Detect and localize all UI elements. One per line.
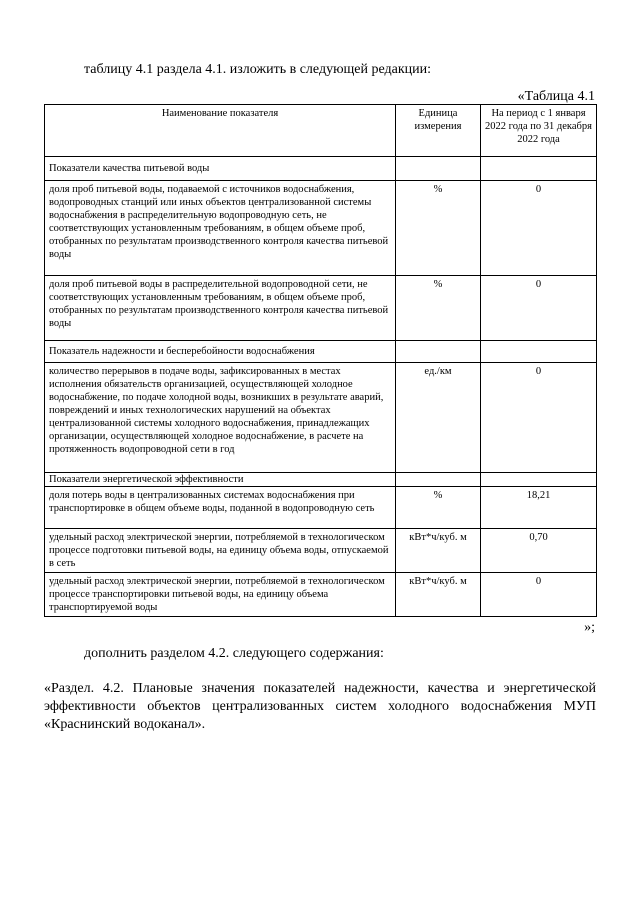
indicator-value: 0	[481, 276, 597, 341]
intro-text: таблицу 4.1 раздела 4.1. изложить в следующей редакции:	[84, 62, 432, 77]
indicator-value: 0	[481, 181, 597, 276]
table-caption: «Таблица 4.1	[517, 89, 595, 104]
header-unit: Единица измерения	[396, 105, 481, 157]
section-label: Показатели энергетической эффективности	[45, 473, 396, 487]
indicator-unit: %	[396, 276, 481, 341]
indicator-unit: %	[396, 181, 481, 276]
table-row	[45, 363, 597, 473]
table-row	[45, 276, 597, 341]
table-row	[45, 487, 597, 529]
indicators-table	[44, 104, 597, 617]
indicator-name: доля проб питьевой воды, подаваемой с источников водоснабжения, водопроводных станций или иных объектов централизованной системы водоснабжения в распределительную водопроводную сеть, не соответствующих установленным требованиям, в общем объеме проб, отобранных по результатам производственного контроля качества питьевой воды	[45, 181, 396, 276]
indicator-value: 0	[481, 573, 597, 617]
indicator-value: 0,70	[481, 529, 597, 573]
paragraph-amendment: дополнить разделом 4.2. следующего содержания:	[84, 646, 384, 661]
indicator-name: удельный расход электрической энергии, потребляемой в технологическом процессе подготовки питьевой воды, на единицу объема воды, отпускаемой в сеть	[45, 529, 396, 573]
header-period: На период с 1 января 2022 года по 31 декабря 2022 года	[481, 105, 597, 157]
table-row	[45, 573, 597, 617]
table-row	[45, 473, 597, 487]
indicator-value: 18,21	[481, 487, 597, 529]
header-name: Наименование показателя	[45, 105, 396, 157]
indicator-unit: ед./км	[396, 363, 481, 473]
indicator-unit: %	[396, 487, 481, 529]
paragraph-section-title: «Раздел. 4.2. Плановые значения показателей надежности, качества и энергетической эффективности объектов централизованных систем холодного водоснабжения МУП «Краснинский водоканал».	[44, 681, 596, 732]
table-row	[45, 341, 597, 363]
section-label: Показатель надежности и бесперебойности водоснабжения	[45, 341, 396, 363]
table-row	[45, 181, 597, 276]
indicator-name: количество перерывов в подаче воды, зафиксированных в местах исполнения обязательств организацией, осуществляющей холодное водоснабжение, по подаче холодной воды, возникших в результате аварий, повреждений и иных технологических нарушений на объектах централизованной системы холодного водоснабжения, принадлежащих организации, осуществляющей холодное водоснабжение, в расчете на протяженность водопроводной сети в год	[45, 363, 396, 473]
indicator-unit: кВт*ч/куб. м	[396, 573, 481, 617]
table-row	[45, 529, 597, 573]
table-header-row	[45, 105, 597, 157]
table-row	[45, 157, 597, 181]
indicator-name: доля потерь воды в централизованных системах водоснабжения при транспортировке в общем объеме воды, поданной в водопроводную сеть	[45, 487, 396, 529]
indicator-name: доля проб питьевой воды в распределительной водопроводной сети, не соответствующих установленным требованиям, в общем объеме проб, отобранных по результатам производственного контроля качества питьевой воды	[45, 276, 396, 341]
indicator-value: 0	[481, 363, 597, 473]
table-closing-quote: »;	[584, 620, 595, 635]
indicator-unit: кВт*ч/куб. м	[396, 529, 481, 573]
section-label: Показатели качества питьевой воды	[45, 157, 396, 181]
indicator-name: удельный расход электрической энергии, потребляемой в технологическом процессе транспортировки питьевой воды, на единицу объема транспортируемой воды	[45, 573, 396, 617]
